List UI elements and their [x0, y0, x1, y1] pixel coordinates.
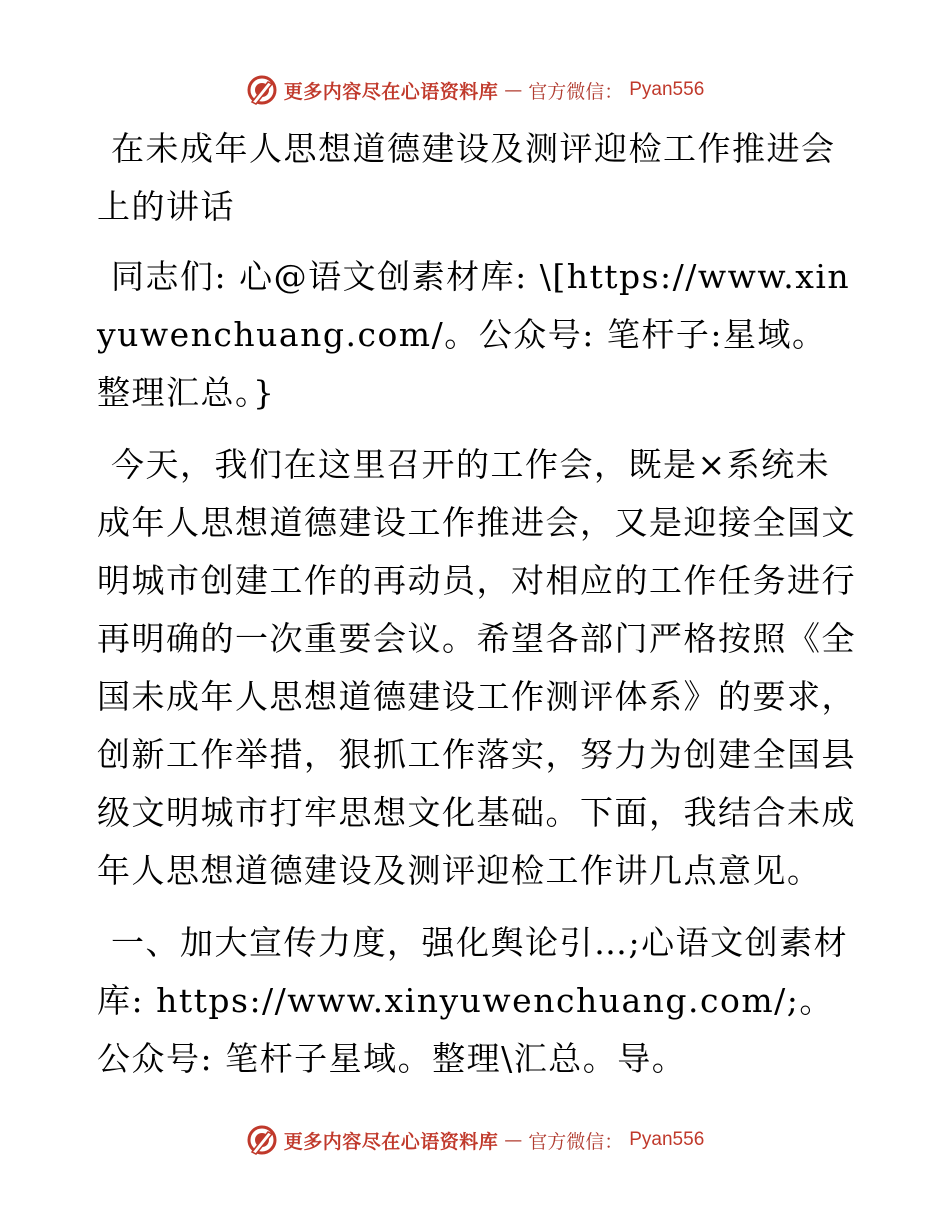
pen-logo-icon — [246, 1124, 278, 1156]
greeting-paragraph — [97, 248, 857, 422]
footer-watermark-banner — [0, 1122, 950, 1158]
banner-wechat-label: 官方微信： — [528, 1130, 624, 1153]
header-watermark-banner — [0, 72, 950, 108]
document-body — [97, 120, 857, 1102]
pen-logo-icon — [246, 74, 278, 106]
banner-brand-text: 更多内容尽在心语资料库 — [283, 80, 499, 103]
body-paragraph-1-text: 今天，我们在这里召开的工作会，既是×系统未成年人思想道德建设工作推进会，又是迎接全国文明城市创建工作的再动员，对相应的工作任务进行再明确的一次重要会议。希望各部门严格按照《全国未成年人思想道德建设工作测评体系》的要求，创新工作举措，狠抓工作落实，努力为创建全国县级文明城市打牢思想文化基础。下面，我结合未成年人思想道德建设及测评迎检工作讲几点意见。 — [97, 445, 856, 890]
body-paragraph-2-text: 一、加大宣传力度，强化舆论引…;心语文创素材库: https://www.xinyuwenchuang.com/;。公众号: 笔杆子星域。整理\汇总。导。 — [97, 923, 849, 1078]
banner-wechat-label: 官方微信： — [528, 80, 624, 103]
banner-wechat-handle: Pyan556 — [629, 79, 705, 100]
banner-wechat-handle: Pyan556 — [629, 1129, 705, 1150]
document-title — [97, 120, 857, 236]
banner-separator: — — [504, 79, 523, 101]
document-title-text: 在未成年人思想道德建设及测评迎检工作推进会上的讲话 — [97, 129, 836, 226]
banner-brand-text: 更多内容尽在心语资料库 — [283, 1130, 499, 1153]
greeting-text: 同志们: 心@语文创素材库: \[https://www.xinyuwenchuang.com/。公众号: 笔杆子:星域。整理汇总。} — [97, 257, 851, 412]
banner-separator: — — [504, 1129, 523, 1151]
body-paragraph-1 — [97, 436, 857, 900]
body-paragraph-2 — [97, 914, 857, 1088]
